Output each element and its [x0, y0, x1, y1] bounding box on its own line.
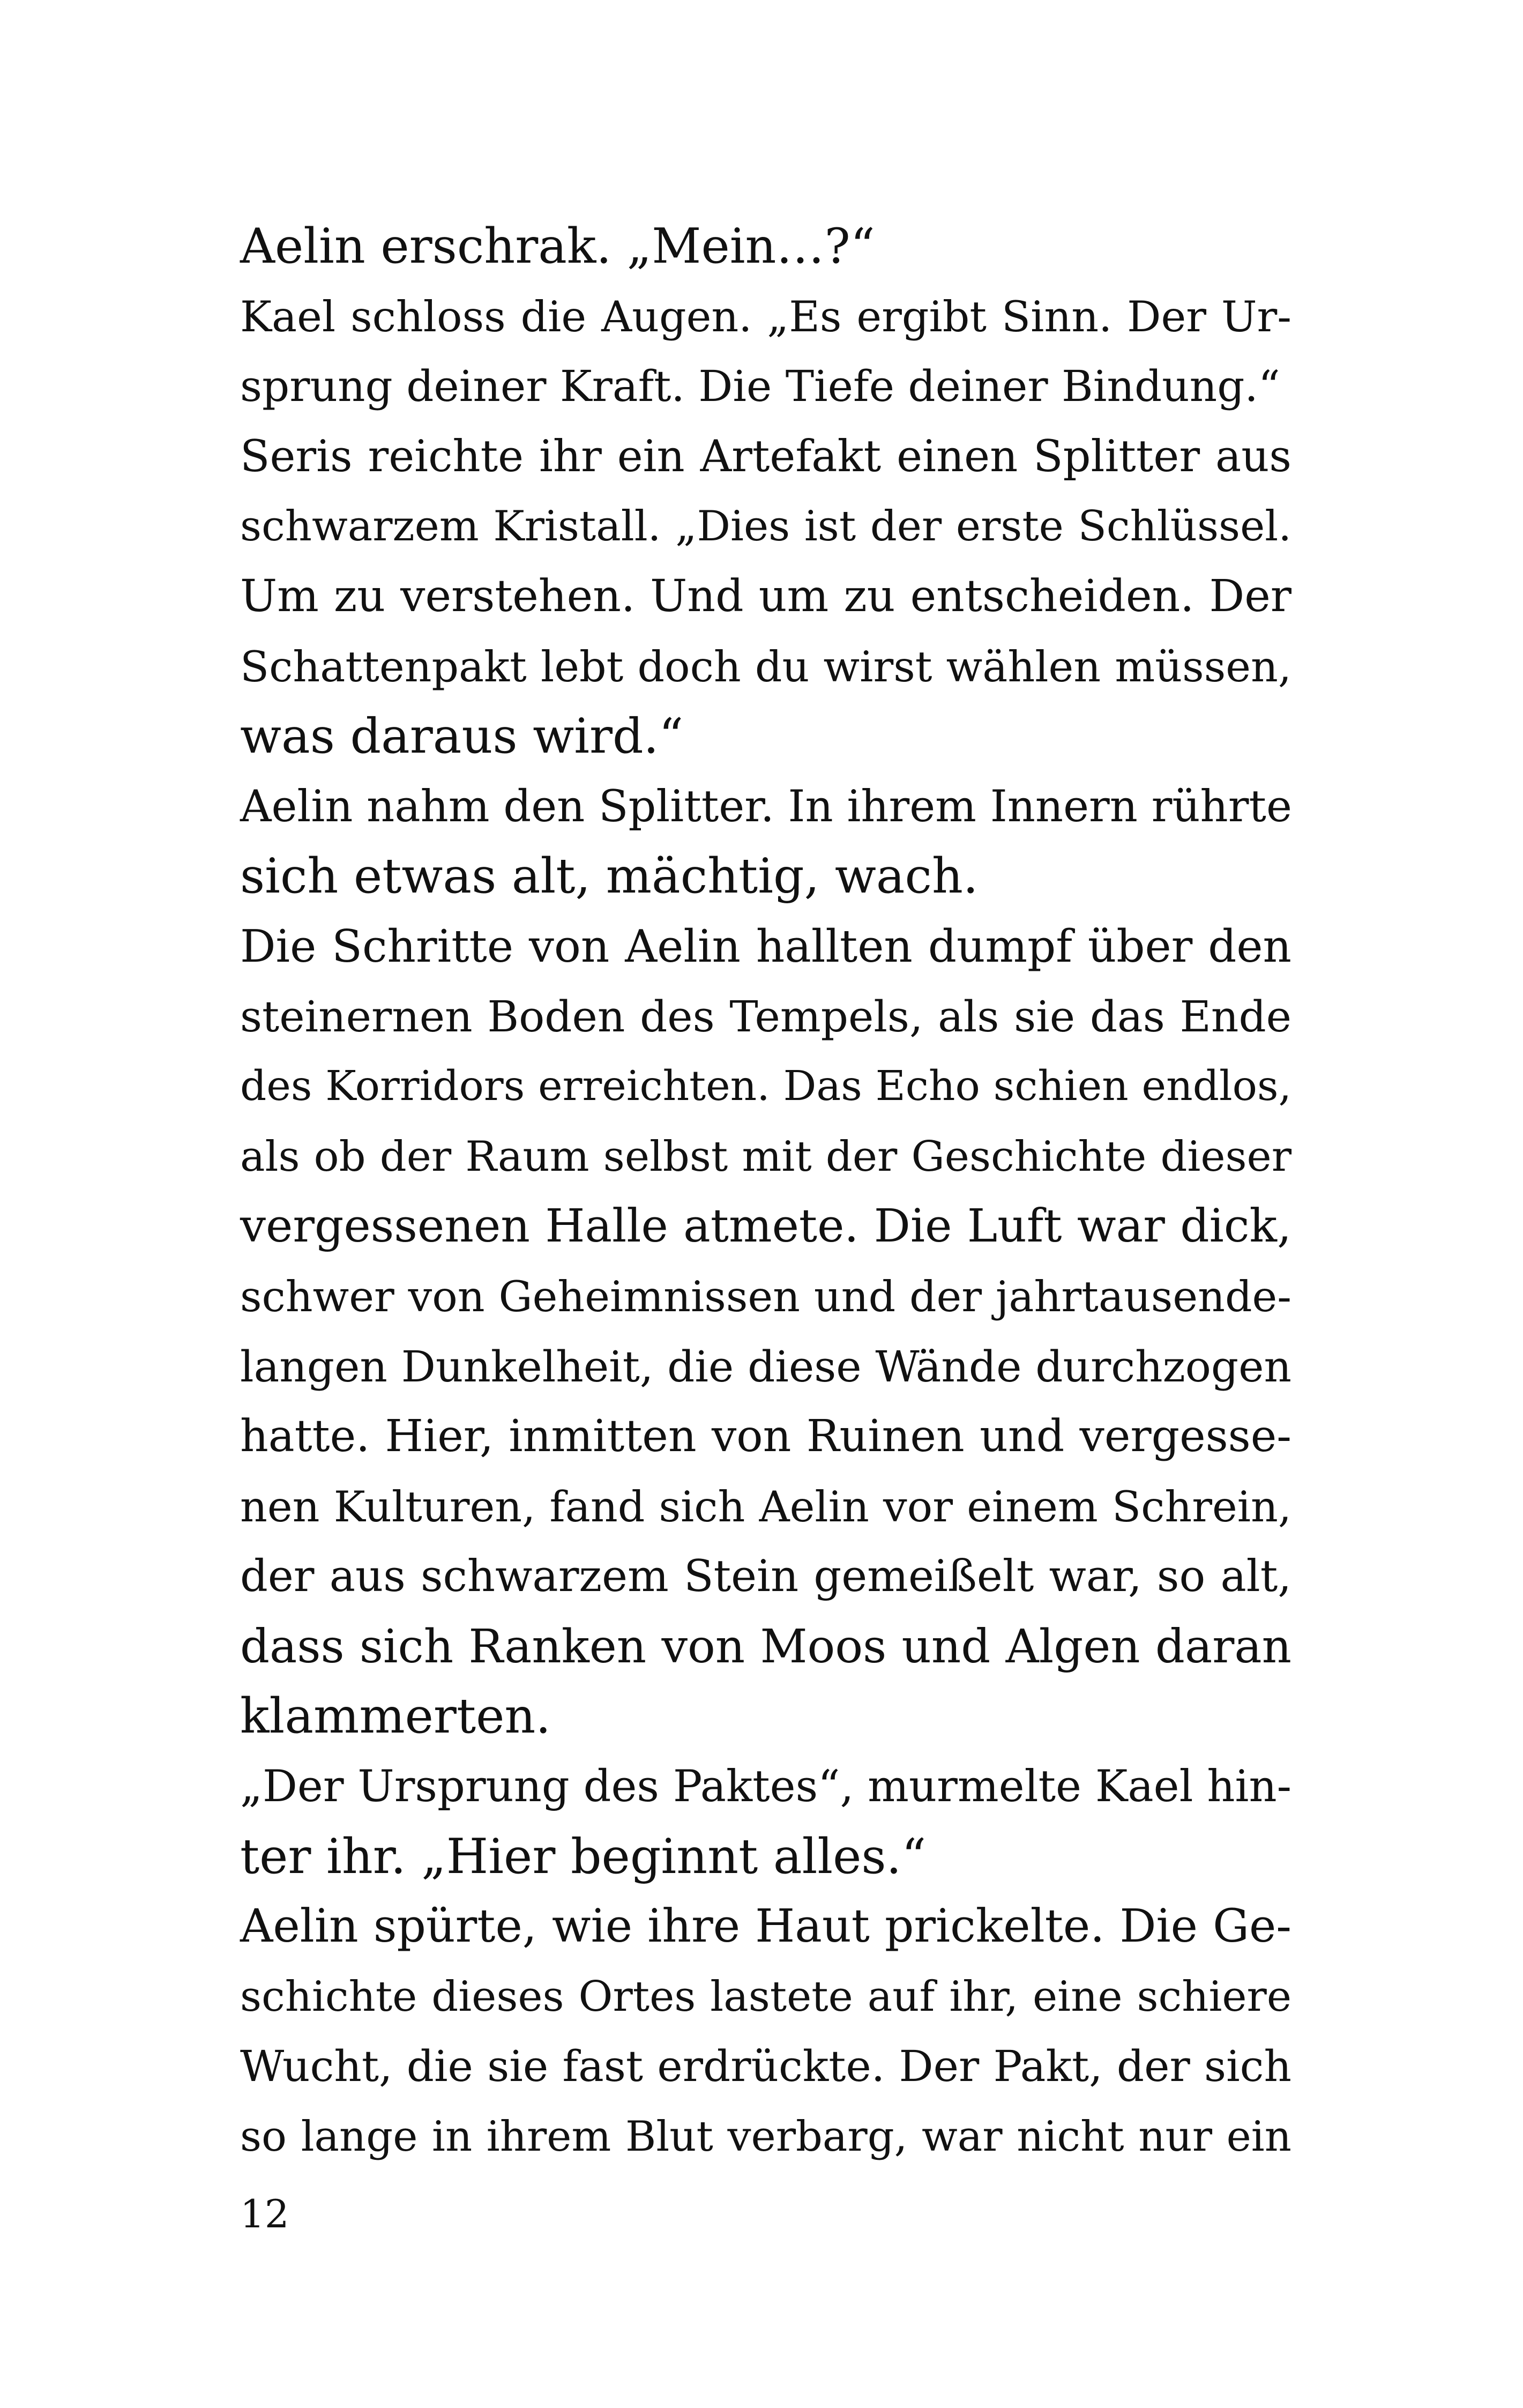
- text-line: Wucht, die sie fast erdrückte. Der Pakt, der sich: [240, 2041, 1291, 2092]
- text-line: Die Schritte von Aelin hallten dumpf über den: [240, 920, 1291, 972]
- text-line: Kael schloss die Augen. „Es ergibt Sinn. Der Ur-: [240, 292, 1291, 341]
- text-line: „Der Ursprung des Paktes“, murmelte Kael hin-: [240, 1762, 1291, 1812]
- text-line: sprung deiner Kraft. Die Tiefe deiner Bindung.“: [240, 361, 1280, 412]
- text-line: des Korridors erreichten. Das Echo schien endlos,: [240, 1062, 1291, 1111]
- text-line: als ob der Raum selbst mit der Geschichte dieser: [240, 1132, 1291, 1181]
- text-line: steinernen Boden des Tempels, als sie das Ende: [240, 991, 1291, 1042]
- text-line: Um zu verstehen. Und um zu entscheiden. Der: [240, 570, 1291, 622]
- text-line: schwarzem Kristall. „Dies ist der erste Schlüssel.: [240, 502, 1291, 551]
- text-line: hatte. Hier, inmitten von Ruinen und vergesse-: [240, 1411, 1291, 1462]
- text-line: ter ihr. „Hier beginnt alles.“: [240, 1828, 927, 1885]
- text-line: vergessenen Halle atmete. Die Luft war dick,: [240, 1200, 1291, 1253]
- text-line: schwer von Geheimnissen und der jahrtausende-: [240, 1272, 1291, 1321]
- text-line: Schattenpakt lebt doch du wirst wählen müssen,: [240, 642, 1291, 692]
- page-number: 12: [240, 2191, 289, 2236]
- text-line: Aelin nahm den Splitter. In ihrem Innern rührte: [240, 781, 1292, 832]
- text-line: schichte dieses Ortes lastete auf ihr, eine schiere: [240, 1972, 1291, 2021]
- text-line: langen Dunkelheit, die diese Wände durchzogen: [240, 1341, 1291, 1392]
- text-line: klammerten.: [240, 1688, 551, 1745]
- text-line: Aelin spürte, wie ihre Haut prickelte. Die Ge-: [240, 1900, 1291, 1953]
- text-line: so lange in ihrem Blut verbarg, war nicht nur ein: [240, 2113, 1291, 2161]
- text-line: der aus schwarzem Stein gemeißelt war, so alt,: [240, 1551, 1291, 1602]
- text-line: nen Kulturen, fand sich Aelin vor einem Schrein,: [240, 1482, 1291, 1532]
- text-line: sich etwas alt, mächtig, wach.: [240, 848, 979, 905]
- text-line: Seris reichte ihr ein Artefakt einen Splitter aus: [240, 431, 1291, 482]
- text-line: dass sich Ranken von Moos und Algen daran: [240, 1619, 1291, 1674]
- text-line: was daraus wird.“: [240, 708, 684, 765]
- text-line: Aelin erschrak. „Mein…?“: [240, 218, 875, 274]
- body-text: [240, 212, 1291, 2172]
